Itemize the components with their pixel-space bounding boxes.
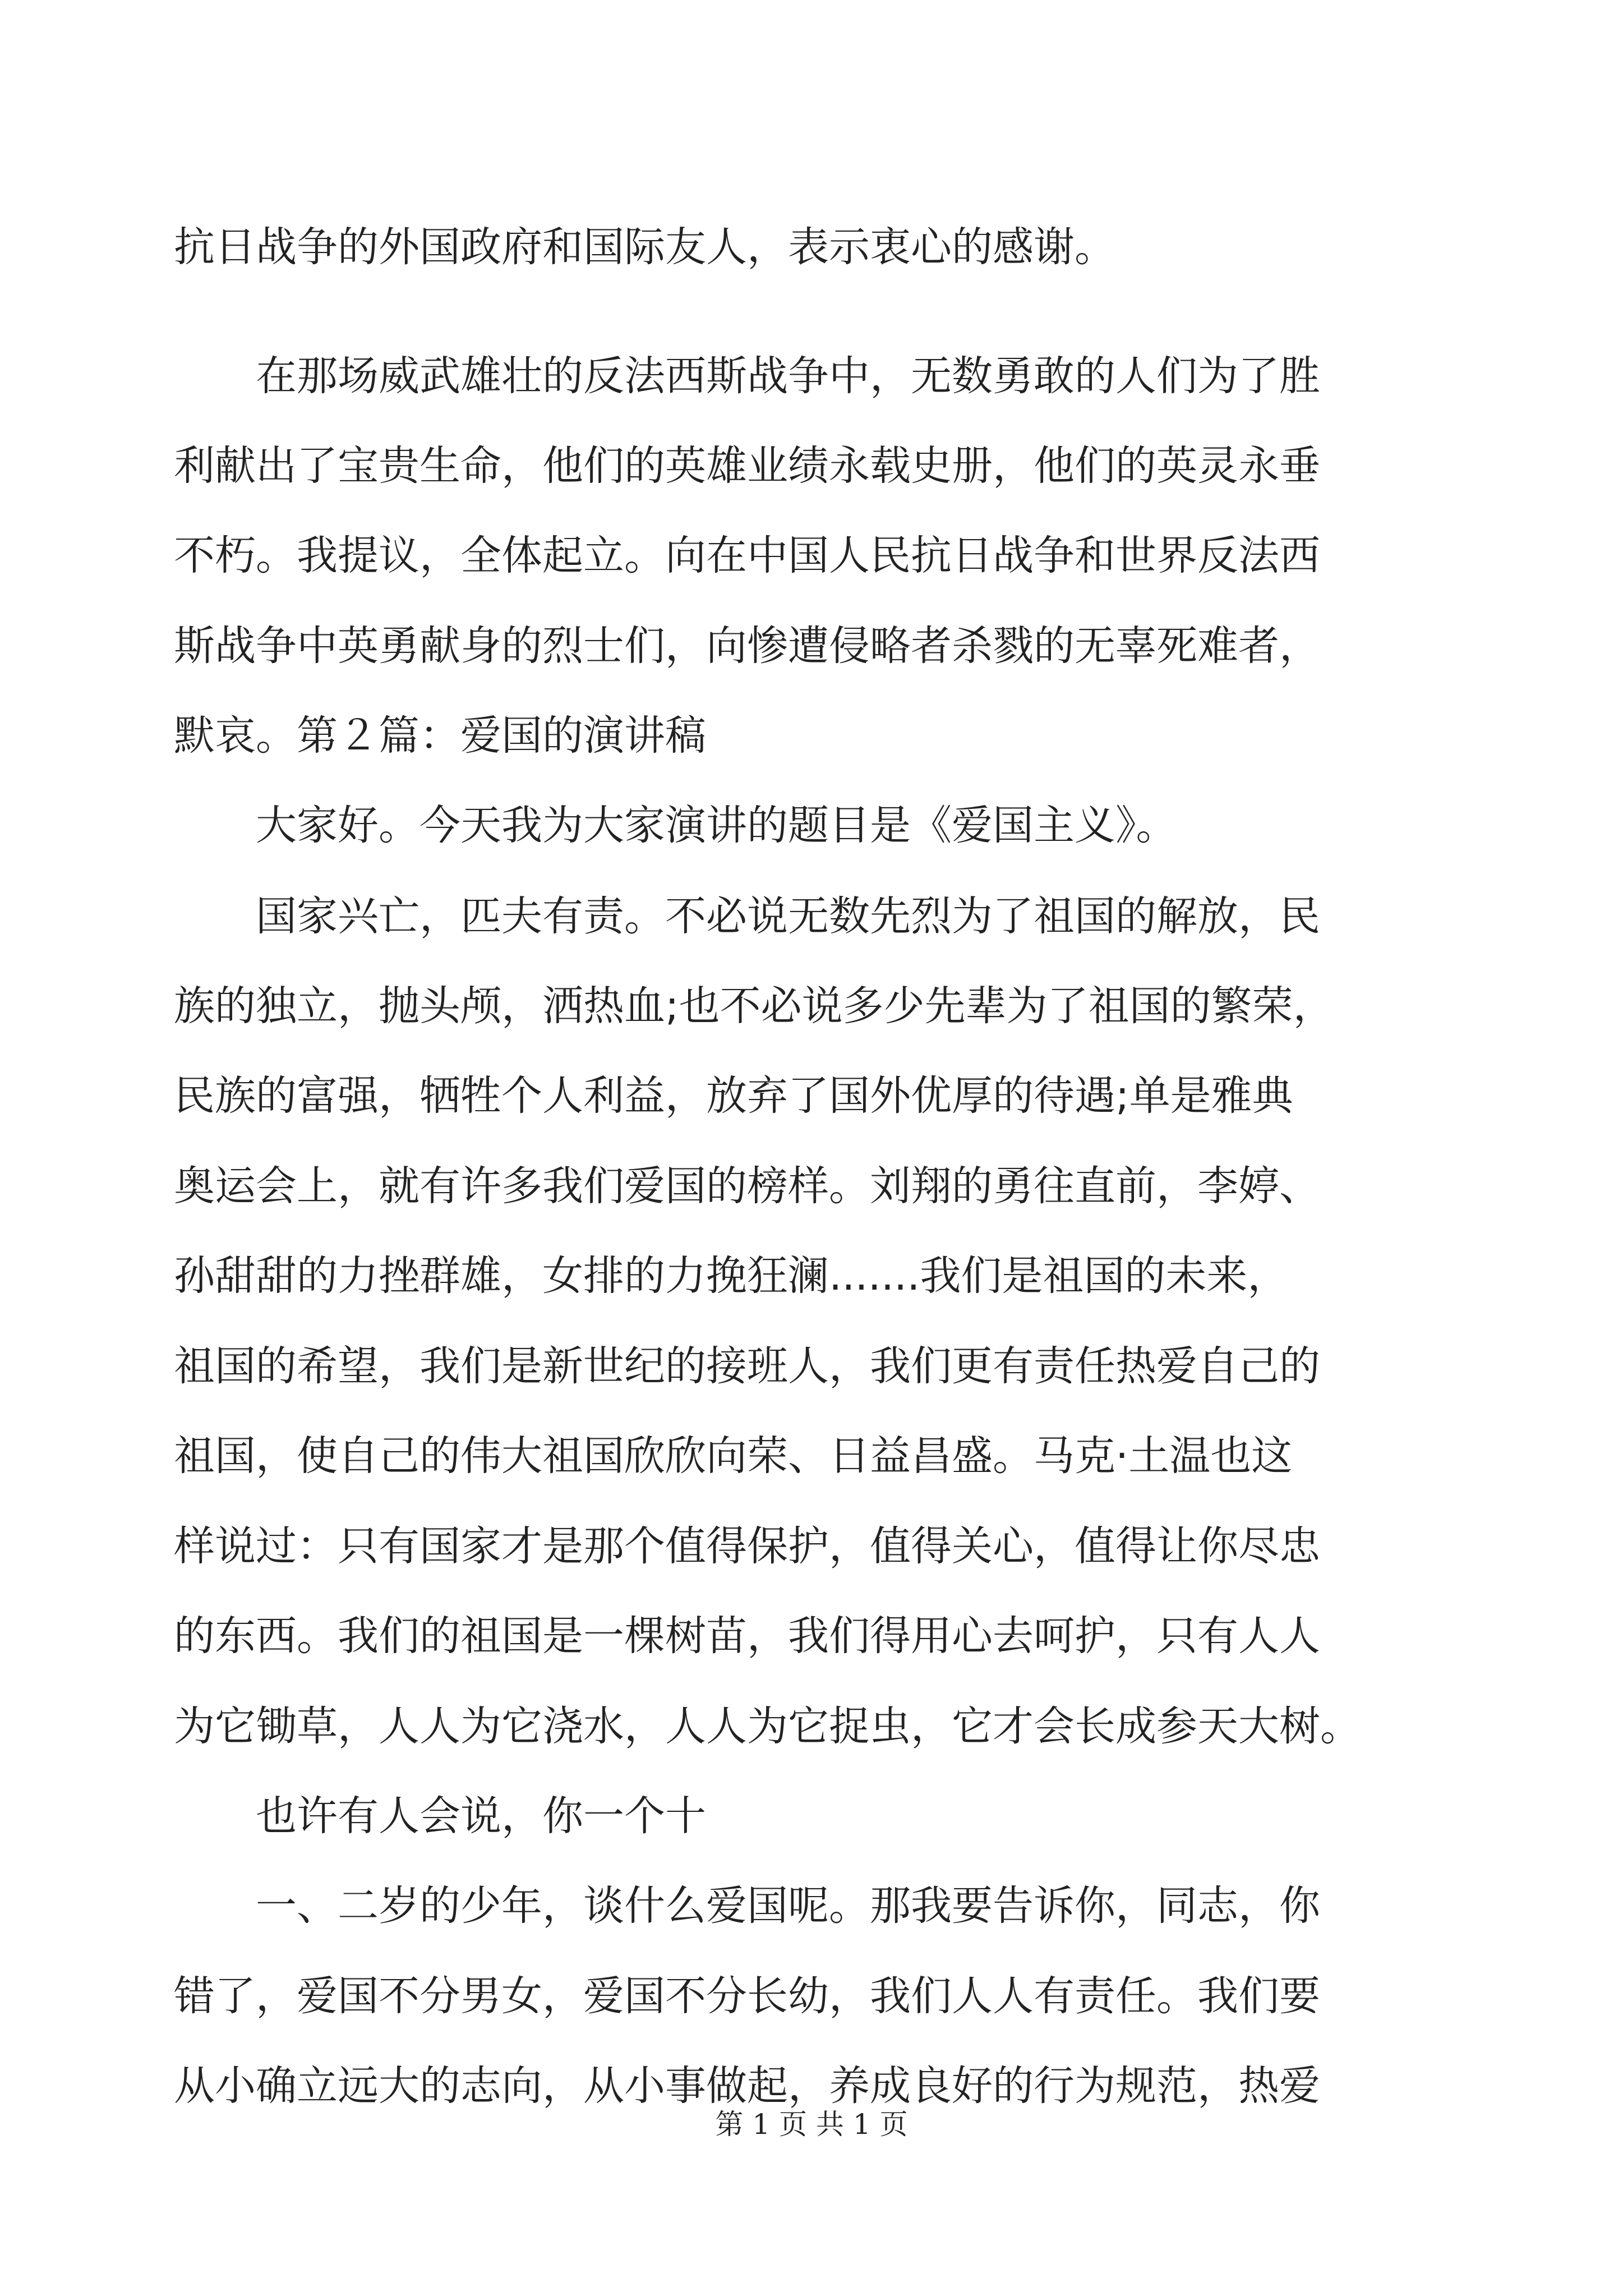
text-line: 祖国的希望，我们是新世纪的接班人，我们更有责任热爱自己的 — [174, 1342, 1320, 1390]
page-number-footer: 第 1 页 共 1 页 — [715, 2108, 908, 2141]
text-line: 也许有人会说，你一个十 — [174, 1792, 706, 1840]
text-line: 族的独立，抛头颅，洒热血;也不必说多少先辈为了祖国的繁荣， — [174, 982, 1334, 1030]
text-line: 错了，爱国不分男女，爱国不分长幼，我们人人有责任。我们要 — [174, 1972, 1320, 2020]
text-line: 利献出了宝贵生命，他们的英雄业绩永载史册，他们的英灵永垂 — [174, 442, 1320, 490]
text-line: 一、二岁的少年，谈什么爱国呢。那我要告诉你，同志，你 — [174, 1882, 1320, 1930]
text-line: 在那场威武雄壮的反法西斯战争中，无数勇敢的人们为了胜 — [174, 352, 1320, 400]
text-line: 不朽。我提议，全体起立。向在中国人民抗日战争和世界反法西 — [174, 532, 1320, 579]
text-line: 祖国，使自己的伟大祖国欣欣向荣、日益昌盛。马克·土温也这 — [174, 1432, 1293, 1480]
text-line: 奥运会上，就有许多我们爱国的榜样。刘翔的勇往直前，李婷、 — [174, 1162, 1320, 1210]
text-line: 的东西。我们的祖国是一棵树苗，我们得用心去呵护，只有人人 — [174, 1612, 1320, 1660]
text-line: 斯战争中英勇献身的烈士们，向惨遭侵略者杀戮的无辜死难者， — [174, 622, 1320, 670]
text-line: 为它锄草，人人为它浇水，人人为它捉虫，它才会长成参天大树。 — [174, 1703, 1361, 1750]
text-line: 大家好。今天我为大家演讲的题目是《爱国主义》。 — [174, 802, 1177, 849]
text-line: 国家兴亡，匹夫有责。不必说无数先烈为了祖国的解放，民 — [174, 892, 1320, 940]
text-line: 孙甜甜的力挫群雄，女排的力挽狂澜.......我们是祖国的未来， — [174, 1252, 1289, 1300]
text-line: 抗日战争的外国政府和国际友人，表示衷心的感谢。 — [174, 223, 1115, 271]
text-line: 从小确立远大的志向，从小事做起，养成良好的行为规范，热爱 — [174, 2062, 1320, 2110]
text-line: 样说过：只有国家才是那个值得保护，值得关心，值得让你尽忠 — [174, 1522, 1320, 1570]
text-line: 默哀。第２篇：爱国的演讲稿 — [174, 712, 706, 760]
text-line: 民族的富强，牺牲个人利益，放弃了国外优厚的待遇;单是雅典 — [174, 1072, 1293, 1120]
